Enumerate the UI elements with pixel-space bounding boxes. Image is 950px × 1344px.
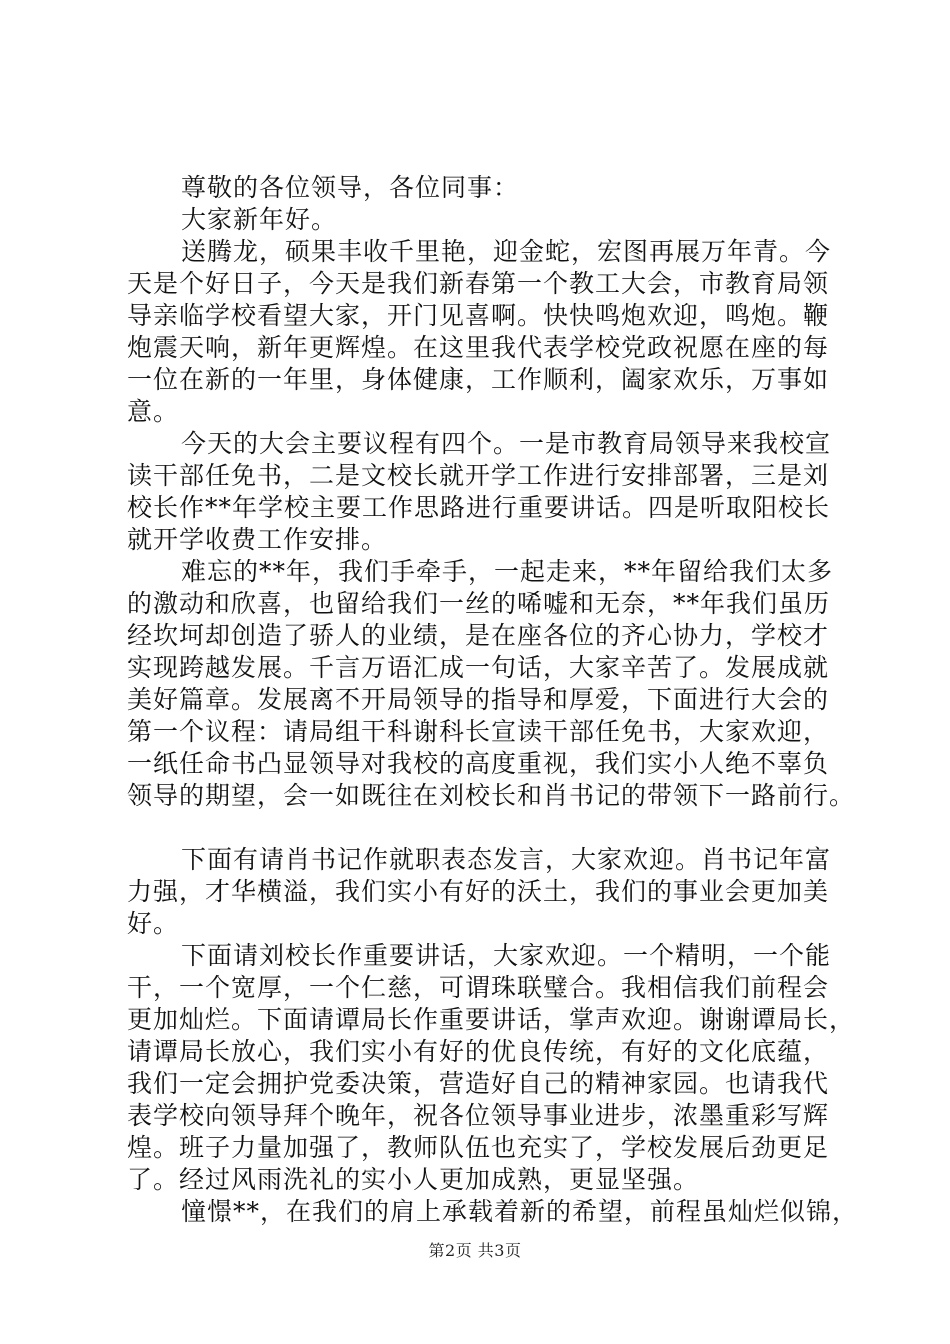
paragraph-line: 干，一个宽厚，一个仁慈，可谓珠联璧合。我相信我们前程会 (127, 973, 830, 1002)
paragraph-line: 憧憬**，在我们的肩上承载着新的希望，前程虽灿烂似锦， (181, 1197, 859, 1226)
greeting-line: 大家新年好。 (181, 205, 338, 234)
paragraph-line: 煌。班子力量加强了，教师队伍也充实了，学校发展后劲更足 (127, 1133, 830, 1162)
paragraph-line: 下面请刘校长作重要讲话，大家欢迎。一个精明，一个能 (181, 941, 832, 970)
paragraph-line: 就开学收费工作安排。 (127, 525, 388, 554)
paragraph-line: 美好篇章。发展离不开局领导的指导和厚爱，下面进行大会的 (127, 685, 830, 714)
paragraph-line: 一位在新的一年里，身体健康，工作顺利，阖家欢乐，万事如 (127, 365, 830, 394)
paragraph-line: 意。 (127, 397, 180, 426)
paragraph-line: 读干部任免书，二是文校长就开学工作进行安排部署，三是刘 (127, 461, 830, 490)
paragraph-line: 我们一定会拥护党委决策，营造好自己的精神家园。也请我代 (127, 1069, 830, 1098)
paragraph-line: 今天的大会主要议程有四个。一是市教育局领导来我校宣 (181, 429, 832, 458)
paragraph-line: 第一个议程：请局组干科谢科长宣读干部任免书，大家欢迎， (127, 717, 830, 746)
paragraph-line: 下面有请肖书记作就职表态发言，大家欢迎。肖书记年富 (181, 845, 832, 874)
paragraph-line: 经坎坷却创造了骄人的业绩，是在座各位的齐心协力，学校才 (127, 621, 830, 650)
paragraph-line: 导亲临学校看望大家，开门见喜啊。快快鸣炮欢迎，鸣炮。鞭 (127, 301, 830, 330)
paragraph-line: 实现跨越发展。千言万语汇成一句话，大家辛苦了。发展成就 (127, 653, 830, 682)
paragraph-line: 难忘的**年，我们手牵手，一起走来，**年留给我们太多 (181, 557, 834, 586)
paragraph-line: 一纸任命书凸显领导对我校的高度重视，我们实小人绝不辜负 (127, 749, 830, 778)
paragraph-line: 了。经过风雨洗礼的实小人更加成熟，更显坚强。 (127, 1165, 700, 1194)
salutation-line: 尊敬的各位领导，各位同事： (181, 173, 520, 202)
paragraph-line: 表学校向领导拜个晚年，祝各位领导事业进步，浓墨重彩写辉 (127, 1101, 830, 1130)
paragraph-line: 天是个好日子，今天是我们新春第一个教工大会，市教育局领 (127, 269, 830, 298)
paragraph-line: 力强，才华横溢，我们实小有好的沃土，我们的事业会更加美 (127, 877, 830, 906)
paragraph-line: 炮震天响，新年更辉煌。在这里我代表学校党政祝愿在座的每 (127, 333, 830, 362)
paragraph-line: 校长作**年学校主要工作思路进行重要讲话。四是听取阳校长 (127, 493, 831, 522)
paragraph-line: 送腾龙，硕果丰收千里艳，迎金蛇，宏图再展万年青。今 (181, 237, 832, 266)
page-number-footer: 第2页 共3页 (428, 1241, 522, 1260)
paragraph-line: 好。 (127, 909, 180, 938)
paragraph-line: 的激动和欣喜，也留给我们一丝的唏嘘和无奈，**年我们虽历 (127, 589, 831, 618)
paragraph-line: 领导的期望，会一如既往在刘校长和肖书记的带领下一路前行。 (127, 781, 856, 810)
paragraph-line: 请谭局长放心，我们实小有好的优良传统，有好的文化底蕴， (127, 1037, 830, 1066)
paragraph-line: 更加灿烂。下面请谭局长作重要讲话，掌声欢迎。谢谢谭局长， (127, 1005, 856, 1034)
